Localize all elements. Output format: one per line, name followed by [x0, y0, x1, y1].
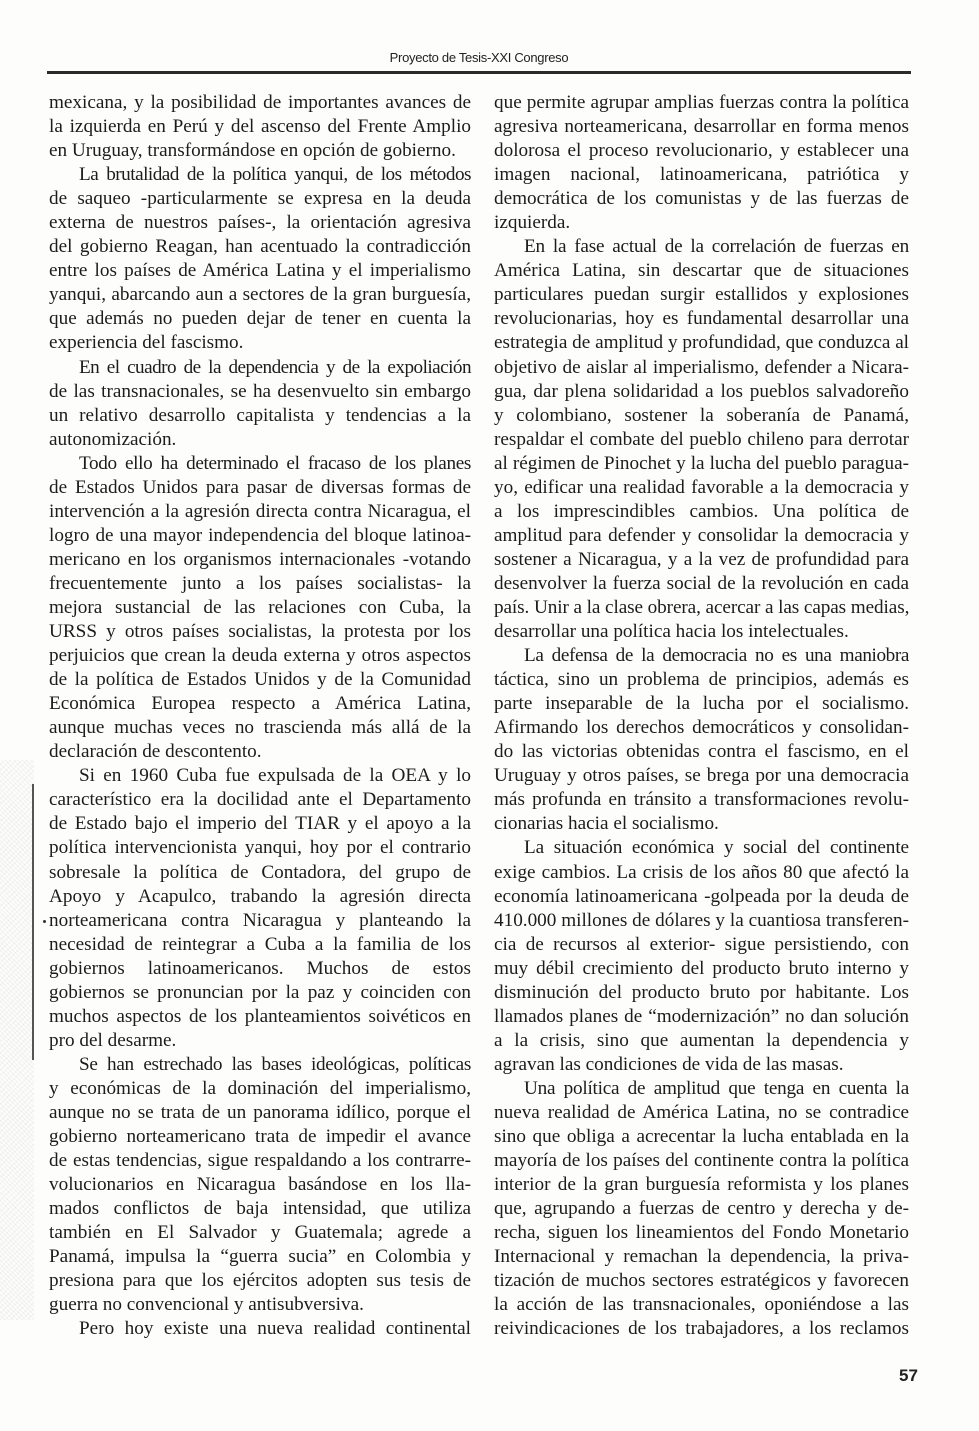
text-line: un relativo desarrollo capitalista y tendencias a la — [49, 404, 471, 426]
text-line: experiencia del fascismo. — [49, 332, 244, 354]
text-line: gobiernos latinoamericanos. Muchos de estos — [49, 957, 471, 979]
text-line: La brutalidad de la política yanqui, de los métodos — [79, 164, 471, 186]
text-line: táctica, sino un problema de principios, además es — [494, 669, 909, 691]
text-line: mayoría de los países del continente contra la política — [494, 1150, 909, 1172]
text-line: necesidad de reintegrar a Cuba a la familia de los — [49, 933, 471, 955]
text-line: muy débil crecimiento del producto bruto interno y — [494, 957, 909, 979]
text-line: que permite agrupar amplias fuerzas contra la política — [494, 92, 909, 113]
margin-mark — [32, 784, 34, 1060]
text-line: dolorosa el proceso revolucionario, y establecer una — [494, 140, 909, 162]
text-line: Pero hoy existe una nueva realidad continental — [79, 1318, 471, 1340]
text-line: yanqui, abarcando aun a sectores de la gran burguesía, — [49, 284, 471, 306]
text-line: muchos aspectos de los planteamientos soivéticos en — [49, 1005, 471, 1027]
text-line: desenvolver la fuerza social de la revolución en cada — [494, 572, 909, 594]
text-line: democrática de los comunistas y de las fuerzas de — [494, 188, 909, 210]
text-line: mericano en los organismos internacionales -votando — [49, 548, 471, 570]
text-line: gobiernos se pronuncian por la paz y coinciden con — [49, 981, 471, 1003]
text-line: tización de muchos sectores estratégicos y favorecen — [494, 1270, 909, 1292]
text-line: desarrollar una política hacia los intelectuales. — [494, 621, 849, 643]
text-line: En el cuadro de la dependencia y de la expoliación — [79, 356, 471, 378]
text-line: de estas tendencias, sigue respaldando a los contrarre- — [49, 1150, 471, 1172]
text-line: Económica Europea respecto a América Latina, — [49, 693, 471, 715]
text-line: Se han estrechado las bases ideológicas, políticas — [79, 1053, 471, 1075]
text-line: respaldar el combate del pueblo chileno para derrotar — [494, 428, 909, 450]
text-line: y colombiano, sostener la soberanía de Panamá, — [494, 404, 909, 426]
text-line: norteamericana contra Nicaragua y planteando la — [49, 909, 471, 931]
text-line: imagen nacional, latinoamericana, patriótica y — [494, 164, 909, 186]
text-line: sino que obliga a acrecentar la lucha entablada en la — [494, 1126, 909, 1148]
text-line: yo, edificar una realidad favorable a la democracia y — [494, 476, 909, 498]
text-line: externa de nuestros países-, la orientación agresiva — [49, 212, 471, 234]
text-line: logro de una mayor independencia del bloque latinoa- — [49, 524, 471, 546]
text-line: interior de la gran burguesía reformista y los planes — [494, 1174, 909, 1196]
text-line: exige cambios. La crisis de los años 80 que afectó la — [494, 861, 909, 883]
text-line: Uruguay y otros países, se brega por una democracia — [494, 765, 909, 787]
text-line: a los imprescindibles cambios. Una política de — [494, 500, 909, 522]
text-line: estrategia de amplitud y profundidad, que conduzca al — [494, 332, 909, 354]
text-line: política intervencionista yanqui, hoy por el contrario — [49, 837, 471, 859]
text-line: izquierda. — [494, 212, 571, 234]
text-line: do las victorias obtenidas contra el fascismo, en el — [494, 741, 909, 763]
text-line: aunque no se trata de un panorama idílico, porque el — [49, 1101, 471, 1123]
text-line: parte inseparable de la lucha por el socialismo. — [494, 693, 909, 715]
text-line: frecuentemente junto a los países socialistas- la — [49, 572, 471, 594]
text-line: sobresale la política de Contadora, del grupo de — [49, 861, 471, 883]
text-line: entre los países de América Latina y el imperialismo — [49, 260, 471, 282]
scan-shading — [0, 760, 34, 1320]
margin-dot — [43, 920, 46, 923]
text-line: amplitud para defender y consolidar la democracia y — [494, 524, 909, 546]
text-line: URSS y otros países socialistas, la protesta por los — [49, 621, 471, 643]
text-line: también en El Salvador y Guatemala; agrede a — [49, 1222, 471, 1244]
text-line: Apoyo y Acapulco, trabando la agresión directa — [49, 885, 471, 907]
text-line: cionarias hacia el socialismo. — [494, 813, 719, 835]
text-line: que además no pueden dejar de tener en cuenta la — [49, 308, 471, 330]
text-line: al régimen de Pinochet y la lucha del pueblo paragua- — [494, 452, 909, 474]
text-line: Afirmando los derechos democráticos y consolidan- — [494, 717, 909, 739]
text-line: perjuicios que crean la deuda externa y otros aspectos — [49, 645, 471, 667]
text-line: 410.000 millones de dólares y la cuantiosa transferen- — [494, 909, 909, 931]
text-line: guerra no convencional y antisubversiva. — [49, 1294, 364, 1316]
text-line: llamados planes de “modernización” no dan solución — [494, 1005, 909, 1027]
text-line: América Latina, sin descartar que de situaciones — [494, 260, 909, 282]
text-line: de la política de Estados Unidos y de la Comunidad — [49, 669, 471, 691]
text-line: sostener a Nicaragua, y a la vez de profundidad para — [494, 548, 909, 570]
text-line: mexicana, y la posibilidad de importantes avances de — [49, 92, 471, 113]
text-line: particulares puedan surgir estallidos y explosiones — [494, 284, 909, 306]
text-line: objetivo de aislar al imperialismo, defender a Nicara- — [494, 356, 909, 378]
text-line: presiona para que los ejércitos adopten sus tesis de — [49, 1270, 471, 1292]
text-line: mejora sustancial de las relaciones con Cuba, la — [49, 596, 471, 618]
left-column — [49, 91, 471, 1341]
text-line: economía latinoamericana -golpeada por la deuda de — [494, 885, 909, 907]
text-line: La defensa de la democracia no es una maniobra — [524, 645, 909, 667]
text-line: Todo ello ha determinado el fracaso de los planes — [79, 452, 471, 474]
text-line: nueva realidad de América Latina, no se contradice — [494, 1101, 909, 1123]
text-line: disminución del producto bruto por habitante. Los — [494, 981, 909, 1003]
text-line: agresiva norteamericana, desarrollar en forma menos — [494, 116, 909, 138]
text-line: Una política de amplitud que tenga en cuenta la — [524, 1077, 909, 1099]
text-line: recha, siguen los lineamientos del Fondo Monetario — [494, 1222, 909, 1244]
text-line: de Estados Unidos para pasar de diversas formas de — [49, 476, 471, 498]
header-rule — [47, 71, 911, 74]
text-line: a la crisis, sino que aumentan la dependencia y — [494, 1029, 909, 1051]
text-line: de saqueo -particularmente se expresa en la deuda — [49, 188, 471, 210]
text-line: intervención a la agresión directa contra Nicaragua, el — [49, 500, 471, 522]
text-line: aunque muchas veces no trascienda más allá de la — [49, 717, 471, 739]
text-line: gua, dar plena solidaridad a los pueblos salvadoreño — [494, 380, 909, 402]
running-header: Proyecto de Tesis-XXI Congreso — [389, 50, 569, 65]
text-line: pro del desarme. — [49, 1029, 177, 1051]
text-line: cia de recursos al exterior- sigue persistiendo, con — [494, 933, 909, 955]
text-line: del gobierno Reagan, han acentuado la contradicción — [49, 236, 471, 258]
text-line: autonomización. — [49, 428, 177, 450]
text-line: mados conflictos de baja intensidad, que utiliza — [49, 1198, 471, 1220]
text-line: más profunda en tránsito a transformaciones revolu- — [494, 789, 909, 811]
text-line: declaración de descontento. — [49, 741, 262, 763]
text-line: en Uruguay, transformándose en opción de gobierno. — [49, 140, 456, 162]
text-line: la acción de las transnacionales, oponiéndose a las — [494, 1294, 909, 1316]
text-line: país. Unir a la clase obrera, acercar a las capas medias, — [494, 596, 910, 618]
text-line: revolucionarias, hoy es fundamental desarrollar una — [494, 308, 909, 330]
text-line: En la fase actual de la correlación de fuerzas en — [524, 236, 909, 258]
text-line: la izquierda en Perú y del ascenso del Frente Amplio — [49, 116, 471, 138]
text-line: La situación económica y social del continente — [524, 837, 909, 859]
text-line: Panamá, impulsa la “guerra sucia” en Colombia y — [49, 1246, 471, 1268]
text-line: que, agrupando a fuerzas de centro y derecha y de- — [494, 1198, 909, 1220]
text-line: reivindicaciones de los trabajadores, a los reclamos — [494, 1318, 909, 1340]
text-line: de Estado bajo el imperio del TIAR y el apoyo a la — [49, 813, 471, 835]
text-line: Internacional y remachan la dependencia, la priva- — [494, 1246, 909, 1268]
text-line: y económicas de la dominación del imperialismo, — [49, 1077, 471, 1099]
text-line: Si en 1960 Cuba fue expulsada de la OEA y lo — [79, 765, 471, 787]
text-line: característico era la docilidad ante el Departamento — [49, 789, 471, 811]
text-line: volucionarios en Nicaragua basándose en los lla- — [49, 1174, 471, 1196]
page-number: 57 — [899, 1366, 918, 1385]
right-column — [494, 91, 909, 1341]
text-line: gobierno norteamericano trata de impedir el avance — [49, 1126, 471, 1148]
text-line: agravan las condiciones de vida de las masas. — [494, 1053, 844, 1075]
text-line: de las transnacionales, se ha desenvuelto sin embargo — [49, 380, 471, 402]
